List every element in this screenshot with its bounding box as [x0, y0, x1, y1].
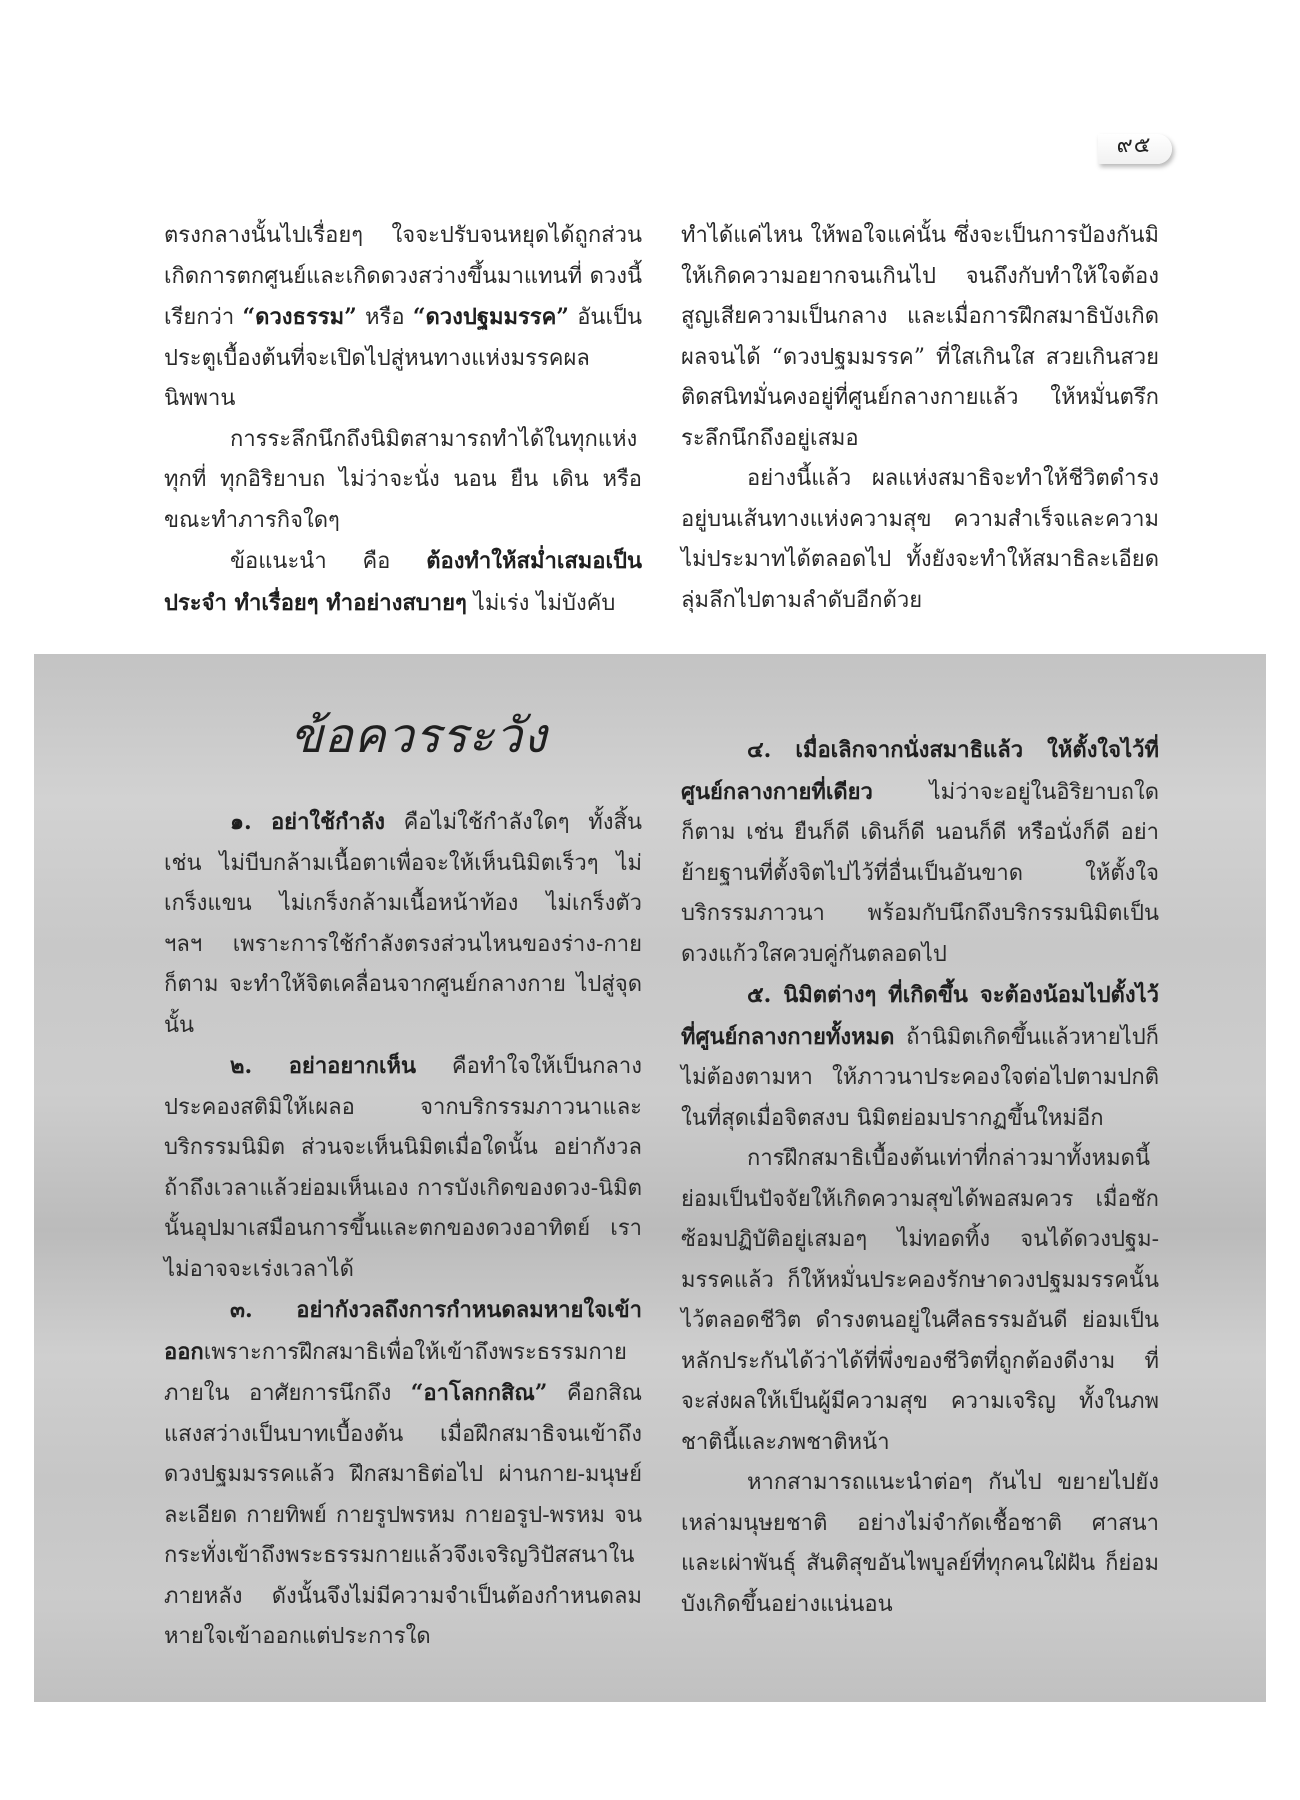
text-span: คือทำใจให้เป็นกลาง ประคองสติมิให้เผลอ จากบริกรรมภาวนาและบริกรรมนิมิต ส่วนจะเห็นนิมิตเมื่อใดนั้น อย่ากังวล ถ้าถึงเวลาแล้วย่อมเห็นเอง การบังเกิดของดวง-นิมิตนั้นอุปมาเสมือนการขึ้นและตกของดวงอาทิตย์ เราไม่อาจจะเร่งเวลาได้ [164, 1054, 642, 1282]
caution-heading: ๒. อย่าอยากเห็น [230, 1053, 417, 1079]
text-span: หรือ [356, 305, 413, 330]
caution-title: ข้อควรระวัง [290, 708, 548, 764]
paragraph: อย่างนี้แล้ว ผลแห่งสมาธิจะทำให้ชีวิตดำรงอยู่บนเส้นทางแห่งความสุข ความสำเร็จและความไม่ประมาทได้ตลอดไป ทั้งยังจะทำให้สมาธิละเอียดลุ่มลึกไปตามลำดับอีกด้วย [681, 466, 1159, 613]
top-left-column [164, 216, 642, 624]
caution-item [681, 730, 1159, 975]
text-span: ไม่ว่าจะอยู่ในอิริยาบถใดก็ตาม เช่น ยืนก็ดี เดินก็ดี นอนก็ดี หรือนั่งก็ดี อย่าย้ายฐานที่ตั้งจิตไปไว้ที่อื่นเป็นอันขาด ให้ตั้งใจบริกรรมภาวนา พร้อมกับนึกถึงบริกรรมนิมิตเป็นดวงแก้วใสควบคู่กันตลอดไป [681, 779, 1159, 967]
caution-heading: ๕. นิมิตต่างๆ ที่เกิดขึ้น จะต้องน้อมไปตั้งไว้ที่ศูนย์กลางกายทั้งหมด [681, 982, 1159, 1050]
caution-item [164, 1046, 642, 1290]
top-right-column [681, 216, 1159, 621]
text-span: ถ้านิมิตเกิดขึ้นแล้วหายไปก็ไม่ต้องตามหา ให้ภาวนาประคองใจต่อไปตามปกติ ในที่สุดเมื่อจิตสงบ นิมิตย่อมปรากฏขึ้นใหม่อีก [681, 1024, 1159, 1131]
text-span: คือกสิณแสงสว่างเป็นบาทเบื้องต้น เมื่อฝึกสมาธิจนเข้าถึงดวงปฐมมรรคแล้ว ฝึกสมาธิต่อไป ผ่านกาย-มนุษย์ละเอียด กายทิพย์ กายรูปพรหม กายอรูป-พรหม จนกระทั่งเข้าถึงพระธรรมกายแล้วจึงเจริญวิปัสสนาในภายหลัง ดังนั้นจึงไม่มีความจำเป็นต้องกำหนดลมหายใจเข้าออกแต่ประการใด [164, 1381, 642, 1649]
caution-heading: ๔. เมื่อเลิกจากนั่งสมาธิแล้ว ให้ตั้งใจไว้ที่ศูนย์กลางกายที่เดียว [681, 737, 1159, 805]
caution-item [164, 802, 642, 1046]
caution-left-column [164, 802, 642, 1658]
text-span: ตรงกลางนั้นไปเรื่อยๆ ใจจะปรับจนหยุดได้ถูกส่วน เกิดการตกศูนย์และเกิดดวงสว่างขึ้นมาแทนที่ ดวงนี้เรียกว่า [164, 223, 642, 330]
text-span: เพราะการฝึกสมาธิเพื่อให้เข้าถึงพระธรรมกายภายใน อาศัยการนึกถึง [164, 1339, 627, 1406]
caution-heading: ๓. อย่ากังวลถึงการกำหนดลมหายใจเข้าออก [164, 1297, 642, 1365]
emphasis-text: “ดวงธรรม” [242, 304, 357, 330]
caution-right-column [681, 730, 1159, 1625]
text-span: คือไม่ใช้กำลังใดๆ ทั้งสิ้น เช่น ไม่บีบกล้ามเนื้อตาเพื่อจะให้เห็นนิมิตเร็วๆ ไม่เกร็งแขน ไม่เกร็งกล้ามเนื้อหน้าท้อง ไม่เกร็งตัว ฯลฯ เพราะการใช้กำลังตรงส่วนไหนของร่าง-กายก็ตาม จะทำให้จิตเคลื่อนจากศูนย์กลางกาย ไปสู่จุดนั้น [164, 810, 642, 1038]
paragraph: การระลึกนึกถึงนิมิตสามารถทำได้ในทุกแห่ง ทุกที่ ทุกอิริยาบถ ไม่ว่าจะนั่ง นอน ยืน เดิน หรือ ขณะทำภารกิจใดๆ [164, 426, 642, 533]
text-span: ไม่เร่ง ไม่บังคับ [466, 590, 616, 616]
caution-heading: ๑. อย่าใช้กำลัง [230, 809, 385, 835]
paragraph: ทำได้แค่ไหน ให้พอใจแค่นั้น ซึ่งจะเป็นการป้องกันมิให้เกิดความอยากจนเกินไป จนถึงกับทำให้ใจต้องสูญเสียความเป็นกลาง และเมื่อการฝึกสมาธิบังเกิดผลจนได้ “ดวงปฐมมรรค” ที่ใสเกินใส สวยเกินสวย ติดสนิทมั่นคงอยู่ที่ศูนย์กลางกายแล้ว ให้หมั่นตรึกระลึกนึกถึงอยู่เสมอ [681, 223, 1159, 451]
caution-item [164, 1290, 642, 1658]
paragraph [164, 541, 642, 624]
text-span: อันเป็นประตูเบื้องต้นที่จะเปิดไปสู่หนทางแห่งมรรคผลนิพพาน [164, 305, 642, 411]
paragraph: หากสามารถแนะนำต่อๆ กันไป ขยายไปยังเหล่ามนุษยชาติ อย่างไม่จำกัดเชื้อชาติ ศาสนา และเผ่าพันธุ์ สันติสุขอันไพบูลย์ที่ทุกคนใฝ่ฝัน ก็ย่อมบังเกิดขึ้นอย่างแน่นอน [681, 1470, 1159, 1617]
caution-item [681, 975, 1159, 1139]
paragraph: การฝึกสมาธิเบื้องต้นเท่าที่กล่าวมาทั้งหมดนี้ย่อมเป็นปัจจัยให้เกิดความสุขได้พอสมควร เมื่อชักซ้อมปฏิบัติอยู่เสมอๆ ไม่ทอดทิ้ง จนได้ดวงปฐม-มรรคแล้ว ก็ให้หมั่นประคองรักษาดวงปฐมมรรคนั้นไว้ตลอดชีวิต ดำรงตนอยู่ในศีลธรรมอันดี ย่อมเป็นหลักประกันได้ว่าได้ที่พึ่งของชีวิตที่ถูกต้องดีงาม ที่จะส่งผลให้เป็นผู้มีความสุข ความเจริญ ทั้งในภพชาตินี้และภพชาติหน้า [681, 1146, 1159, 1455]
emphasis-text: ต้องทำให้สม่ำเสมอเป็นประจำ ทำเรื่อยๆ ทำอย่างสบายๆ [164, 548, 642, 616]
paragraph [164, 216, 642, 420]
emphasis-text: “อาโลกกสิณ” [410, 1380, 548, 1406]
text-span: ข้อแนะนำ คือ [230, 549, 427, 574]
emphasis-text: “ดวงปฐมมรรค” [412, 304, 569, 330]
page-number: ๙๕ [1116, 133, 1152, 158]
